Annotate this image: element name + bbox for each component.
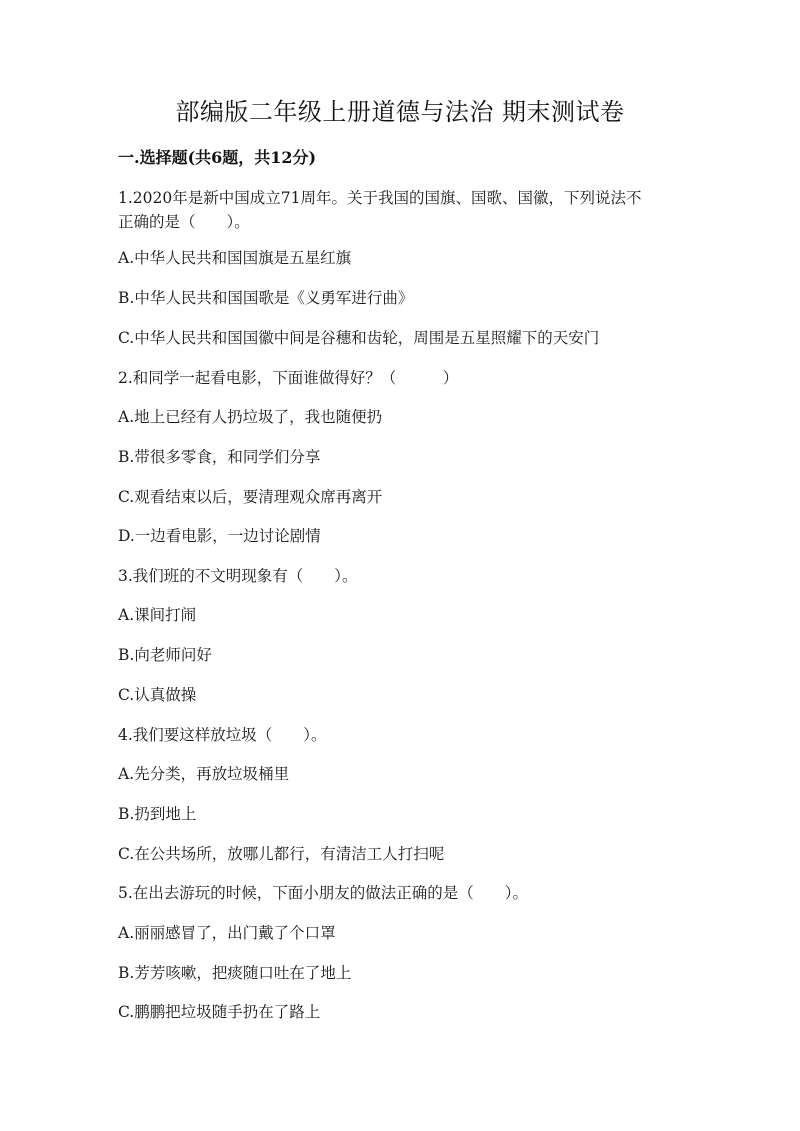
- question-2-stem: 2.和同学一起看电影，下面谁做得好？（ ）: [118, 369, 459, 387]
- question-2-option-b: B.带很多零食，和同学们分享: [118, 448, 321, 466]
- question-4-option-a: A.先分类，再放垃圾桶里: [118, 765, 290, 783]
- question-1-option-c: C.中华人民共和国国徽中间是谷穗和齿轮，周围是五星照耀下的天安门: [118, 329, 600, 347]
- question-1-option-a: A.中华人民共和国国旗是五星红旗: [118, 249, 352, 267]
- question-5-option-a: A.丽丽感冒了，出门戴了个口罩: [118, 924, 336, 942]
- question-1-stem-line-2: 正确的是（ ）。: [118, 213, 250, 231]
- question-4-option-c: C.在公共场所，放哪儿都行，有清洁工人打扫呢: [118, 845, 445, 863]
- question-5-option-b: B.芳芳咳嗽，把痰随口吐在了地上: [118, 964, 352, 982]
- question-5-stem: 5.在出去游玩的时候，下面小朋友的做法正确的是（ ）。: [118, 884, 529, 902]
- question-4-option-b: B.扔到地上: [118, 805, 197, 823]
- page-title: 部编版二年级上册道德与法治 期末测试卷: [175, 98, 625, 126]
- question-5-option-c: C.鹏鹏把垃圾随手扔在了路上: [118, 1003, 321, 1021]
- question-3-option-a: A.课间打闹: [118, 606, 197, 624]
- question-4-stem: 4.我们要这样放垃圾（ ）。: [118, 726, 327, 744]
- question-1-stem-line-1: 1.2020年是新中国成立71周年。关于我国的国旗、国歌、国徽，下列说法不: [118, 189, 642, 207]
- question-2-option-a: A.地上已经有人扔垃圾了，我也随便扔: [118, 408, 383, 426]
- question-1-option-b: B.中华人民共和国国歌是《义勇军进行曲》: [118, 289, 414, 307]
- question-2-option-d: D.一边看电影，一边讨论剧情: [118, 527, 321, 545]
- question-3-option-c: C.认真做操: [118, 686, 197, 704]
- question-3-stem: 3.我们班的不文明现象有（ ）。: [118, 567, 358, 585]
- question-3-option-b: B.向老师问好: [118, 646, 212, 664]
- section-heading: 一.选择题(共6题，共12分): [118, 148, 317, 167]
- question-2-option-c: C.观看结束以后，要清理观众席再离开: [118, 488, 383, 506]
